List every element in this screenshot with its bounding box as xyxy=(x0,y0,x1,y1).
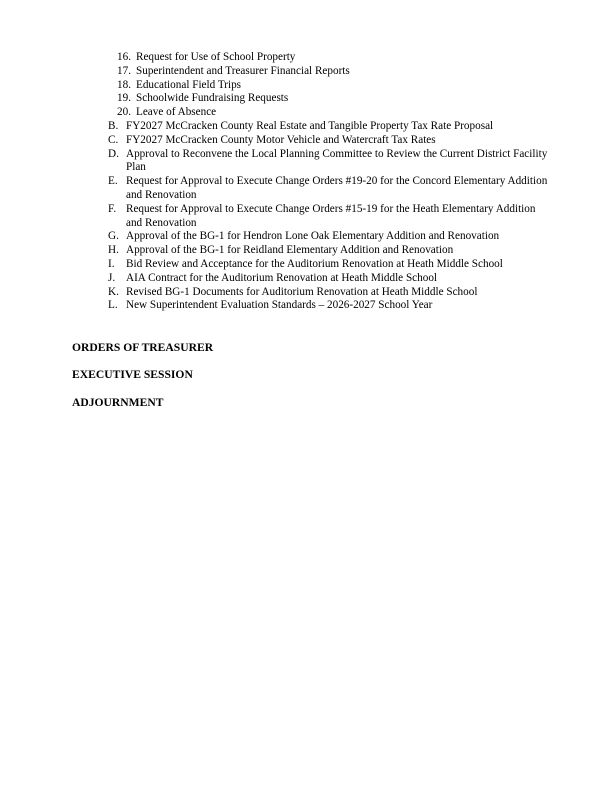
item-text: Leave of Absence xyxy=(136,106,217,119)
item-number: 18. xyxy=(117,78,131,91)
item-number: 19. xyxy=(117,92,131,105)
item-letter: G. xyxy=(108,230,119,243)
agenda-item xyxy=(108,120,548,134)
item-text: Schoolwide Fundraising Requests xyxy=(136,92,289,105)
lettered-agenda-list xyxy=(108,120,548,313)
item-letter: I. xyxy=(108,257,115,270)
item-text: AIA Contract for the Auditorium Renovation at Heath Middle School xyxy=(126,271,438,284)
agenda-item xyxy=(108,148,548,176)
item-number: 17. xyxy=(117,64,131,77)
agenda-item xyxy=(108,175,548,203)
item-letter: E. xyxy=(108,175,118,188)
item-text: FY2027 McCracken County Real Estate and Tangible Property Tax Rate Proposal xyxy=(126,120,494,132)
heading-orders-of-treasurer: ORDERS OF TREASURER xyxy=(72,341,214,354)
item-letter: D. xyxy=(108,147,119,160)
item-letter: H. xyxy=(108,244,119,257)
agenda-item xyxy=(108,230,548,244)
heading-executive-session: EXECUTIVE SESSION xyxy=(72,368,193,381)
item-text: New Superintendent Evaluation Standards – 2026-2027 School Year xyxy=(126,299,433,312)
agenda-item xyxy=(108,286,548,300)
heading-adjournment: ADJOURNMENT xyxy=(72,396,164,409)
agenda-item xyxy=(108,244,548,258)
item-letter: F. xyxy=(108,202,117,215)
item-text: Superintendent and Treasurer Financial Reports xyxy=(136,64,350,77)
list-item xyxy=(117,106,350,120)
list-item xyxy=(117,92,350,106)
item-text: Request for Use of School Property xyxy=(136,51,296,63)
item-text: Request for Approval to Execute Change Orders #19-20 for the Concord Elementary Addition and Renovation xyxy=(126,175,548,201)
agenda-item xyxy=(108,272,548,286)
list-item xyxy=(117,79,350,93)
agenda-item xyxy=(108,299,548,313)
item-text: Revised BG-1 Documents for Auditorium Renovation at Heath Middle School xyxy=(126,285,478,298)
agenda-item xyxy=(108,134,548,148)
item-letter: C. xyxy=(108,133,119,146)
item-number: 20. xyxy=(117,106,131,119)
item-text: Request for Approval to Execute Change Orders #15-19 for the Heath Elementary Addition and Renovation xyxy=(126,202,536,229)
item-letter: L. xyxy=(108,299,118,312)
list-item xyxy=(117,65,350,79)
item-text: Educational Field Trips xyxy=(136,78,242,91)
item-text: Approval to Reconvene the Local Planning Committee to Review the Current District Facility Plan xyxy=(126,147,548,174)
agenda-item xyxy=(108,258,548,272)
agenda-item xyxy=(108,203,548,231)
item-text: Approval of the BG-1 for Reidland Elementary Addition and Renovation xyxy=(126,244,454,257)
item-letter: K. xyxy=(108,285,119,298)
item-number: 16. xyxy=(117,51,131,63)
item-letter: B. xyxy=(108,120,119,132)
numbered-sub-list xyxy=(117,51,350,120)
item-letter: J. xyxy=(108,271,116,284)
item-text: Bid Review and Acceptance for the Auditorium Renovation at Heath Middle School xyxy=(126,257,503,270)
item-text: FY2027 McCracken County Motor Vehicle and Watercraft Tax Rates xyxy=(126,133,436,146)
list-item xyxy=(117,51,350,65)
item-text: Approval of the BG-1 for Hendron Lone Oak Elementary Addition and Renovation xyxy=(126,230,500,243)
